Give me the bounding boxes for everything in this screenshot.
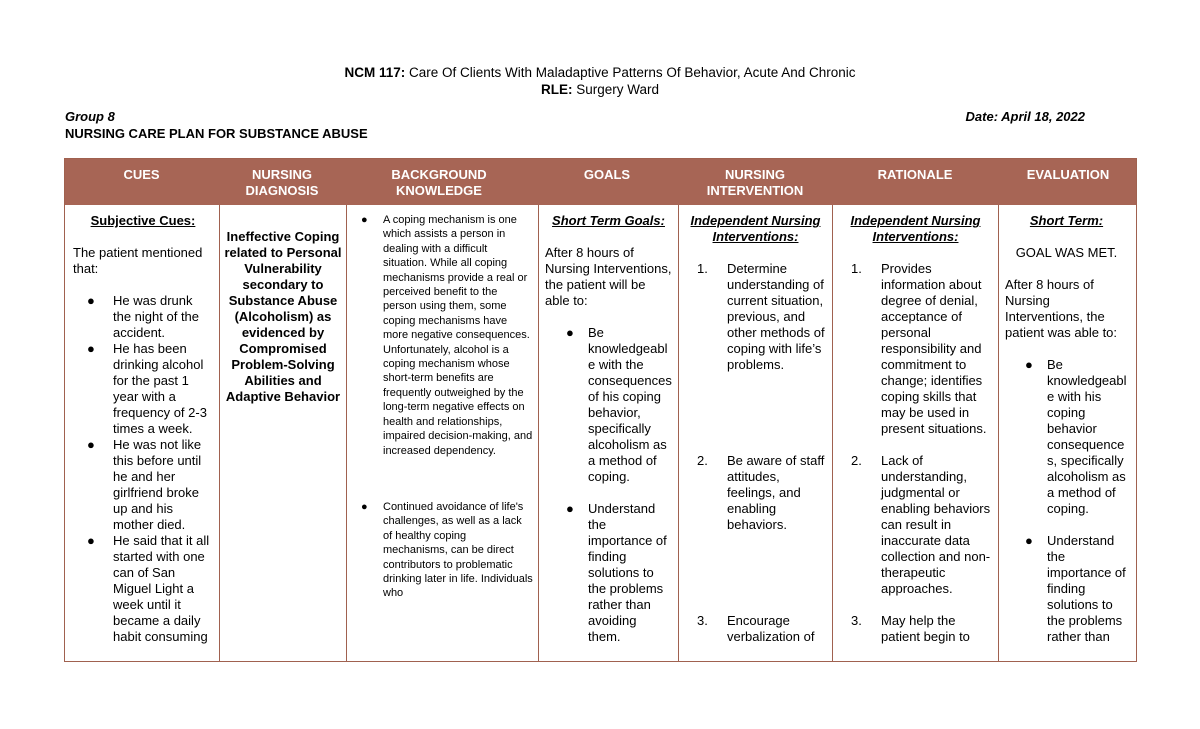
course-line (0, 65, 1200, 80)
rationale-list (839, 261, 992, 645)
list-item: 1. Provides information about degree of denial, acceptance of personal responsibility and commitment to change; identifies coping skills that may be used in present situations. (851, 261, 987, 436)
goals-intro: After 8 hours of Nursing Interventions, the patient will be able to: (545, 245, 672, 308)
list-item: 2. Be aware of staff attitudes, feelings, and enabling behaviors. (697, 453, 825, 532)
course-code: NCM 117: (344, 65, 406, 80)
plan-title: NURSING CARE PLAN FOR SUBSTANCE ABUSE (65, 126, 368, 141)
evaluation-intro: After 8 hours of Nursing Interventions, the patient was able to: (1005, 277, 1118, 340)
rationale-column (832, 205, 998, 661)
list-item: ● Be knowledgeabl e with the consequences of his coping behavior, specifically alcoholism as a method of coping. (566, 325, 672, 484)
evaluation-list (1005, 357, 1128, 645)
intervention-heading: Independent Nursing Interventions: (690, 213, 821, 244)
subjective-cues-heading: Subjective Cues: (90, 213, 196, 228)
rationale-heading: Independent Nursing Interventions: (850, 213, 981, 244)
rle-value: Surgery Ward (572, 82, 660, 97)
list-item: ● Be knowledgeabl e with his coping behavior consequence s, specifically alcoholism as a method of coping. (1025, 357, 1127, 516)
list-item: ● He was not like this before until he and her girlfriend broke up and his mother died. (87, 437, 202, 532)
goals-heading: Short Term Goals: (552, 213, 665, 228)
goals-list (545, 325, 672, 645)
table-header-row (65, 159, 1136, 205)
cues-intro: The patient mentioned that: (73, 245, 203, 276)
header-nursing-diagnosis: NURSING DIAGNOSIS (245, 167, 319, 198)
evaluation-heading: Short Term: (1029, 213, 1104, 228)
date-label: Date: April 18, 2022 (965, 109, 1085, 124)
intervention-list (685, 261, 826, 645)
list-item: ● He said that it all started with one can of San Miguel Light a week until it became a daily habit consuming (87, 533, 210, 644)
list-item: 2. Lack of understanding, judgmental or enabling behaviors can result in inaccurate data collection and non-therapeutic approaches. (851, 453, 991, 596)
rle-line (0, 82, 1200, 97)
diagnosis-column (219, 205, 346, 661)
background-list (355, 213, 534, 601)
goal-status: GOAL WAS MET. (1015, 245, 1118, 260)
header-evaluation: EVALUATION (1026, 167, 1110, 182)
evaluation-column (998, 205, 1136, 661)
goals-column (538, 205, 678, 661)
rle-label: RLE: (540, 82, 573, 97)
header-background-knowledge: BACKGROUND KNOWLEDGE (391, 167, 487, 198)
list-item: 1. Determine understanding of current situation, previous, and other methods of coping with life’s problems. (697, 261, 825, 372)
list-item: ● A coping mechanism is one which assists a person in dealing with a difficult situation. While all coping mechanisms provide a real or perceived benefit to the person using them, some coping mechanisms have more negative consequences. Unfortunately, alcohol is a coping mechanism whose short-term benefits are frequently outweighed by the long-term negative effects on health and relationships, impaired decision-making, and increased dependency. (361, 214, 533, 457)
list-item: ● Continued avoidance of life's challenges, as well as a lack of healthy coping mechanisms, can be direct contributors to problematic drinking later in life. Individuals who (361, 500, 533, 600)
header-nursing-intervention: NURSING INTERVENTION (706, 167, 804, 198)
cues-column (65, 205, 219, 661)
background-column (346, 205, 538, 661)
care-plan-table (64, 158, 1137, 662)
course-title: Care Of Clients With Maladaptive Patterns Of Behavior, Acute And Chronic (405, 65, 856, 80)
list-item: 3. May help the patient begin to (851, 613, 970, 644)
intervention-column (678, 205, 832, 661)
header-goals: GOALS (583, 167, 631, 182)
cues-list (73, 293, 213, 645)
list-item: 3. Encourage verbalization of (697, 613, 815, 644)
list-item: ● He has been drinking alcohol for the past 1 year with a frequency of 2-3 times a week. (87, 341, 207, 436)
list-item: ● Understand the importance of finding solutions to the problems rather than avoiding them. (566, 501, 667, 644)
nursing-diagnosis-text: Ineffective Coping related to Personal Vulnerability secondary to Substance Abuse (Alcoholism) as evidenced by Compromised Problem-Solving Abilities and Adaptive Behavior (224, 229, 342, 404)
header-rationale: RATIONALE (877, 167, 953, 182)
list-item: ● Understand the importance of finding solutions to the problems rather than (1025, 533, 1126, 644)
header-cues: CUES (123, 167, 160, 182)
list-item: ● He was drunk the night of the accident. (87, 293, 200, 340)
group-label: Group 8 (65, 109, 115, 124)
